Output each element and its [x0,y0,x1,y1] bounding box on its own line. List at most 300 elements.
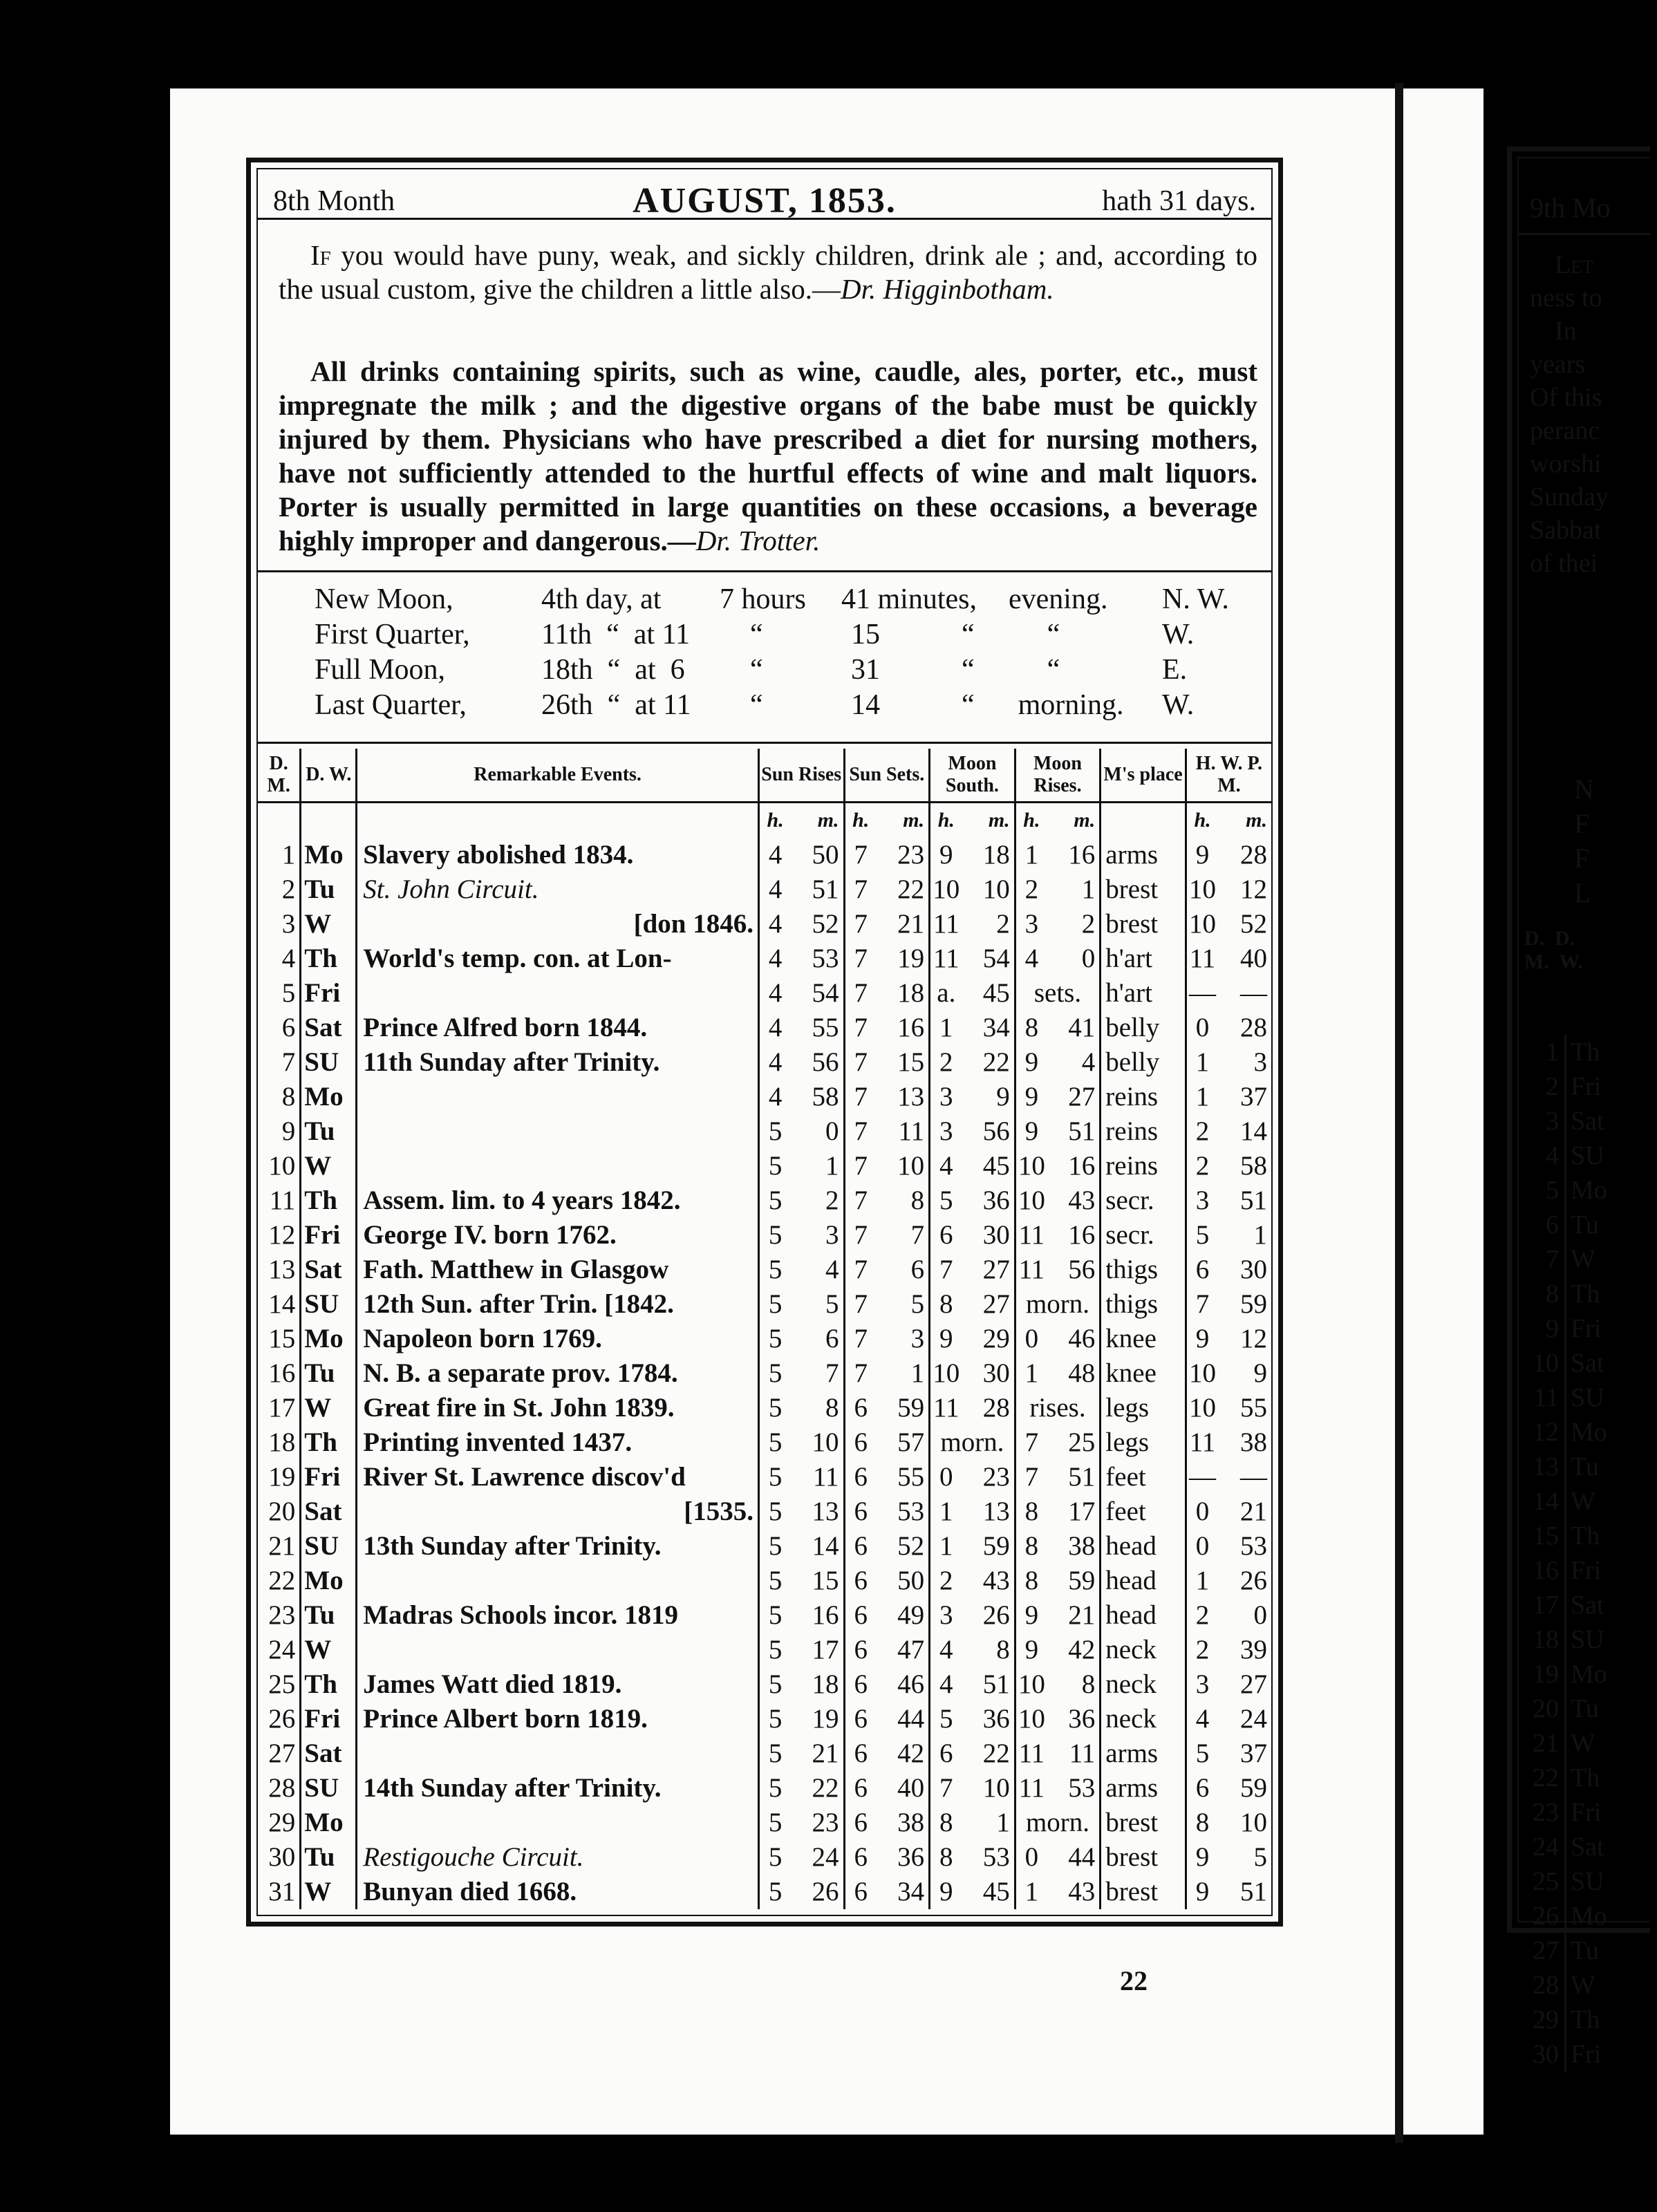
sun-set-h: 7 [844,1149,877,1183]
moon-rise-h: sets. [1015,976,1101,1011]
phase-direction: W. [1162,619,1195,650]
high-water-h: 6 [1186,1771,1218,1806]
next-page-moon-line: F [1574,843,1590,874]
next-page-weekday: W [1564,1242,1595,1277]
high-water-m: 3 [1253,1047,1267,1077]
next-page-weekday: SU [1564,1138,1604,1173]
moon-south-m: 26 [982,1600,1010,1630]
moon-rise-h: 8 [1015,1529,1047,1564]
sun-rise-m: 17 [812,1635,839,1665]
next-page-day-number: 23 [1533,1798,1559,1827]
moon-rise-h: 9 [1015,1633,1047,1667]
moon-south-h: 4 [930,1149,962,1183]
event: 13th Sunday after Trinity. [357,1529,759,1564]
moon-south-m: 54 [982,944,1010,973]
high-water-h: 0 [1186,1011,1218,1045]
moon-south-m: 8 [996,1635,1010,1665]
day-of-week: Mo [301,1322,357,1356]
day-of-month: 1 [281,840,296,870]
sun-rise-m: 22 [812,1773,839,1803]
sun-rise-m: 4 [825,1255,839,1284]
event [357,1564,759,1598]
next-page-weekday: Tu [1564,1450,1599,1484]
moon-place: head [1101,1598,1186,1633]
next-page-row [1519,2003,1657,2037]
table-row [258,1045,1271,1080]
table-row [258,1218,1271,1253]
moon-rise-m: 2 [1081,909,1096,939]
sun-rise-m: 53 [812,944,839,973]
moon-south-h: 9 [930,838,962,872]
moon-rise-h: 3 [1015,907,1047,941]
high-water-m: 10 [1240,1808,1267,1837]
sun-rise-h: 5 [758,1702,791,1736]
moon-place: brest [1101,1840,1186,1875]
table-top-rule [258,742,1271,744]
moon-rise-h: 9 [1015,1598,1047,1633]
table-row [258,1771,1271,1806]
moon-place: reins [1101,1149,1186,1183]
high-water-h: 3 [1186,1183,1218,1218]
table-row [258,1011,1271,1045]
moon-rise-h: 9 [1015,1114,1047,1149]
table-row [258,1529,1271,1564]
sun-set-m: 18 [897,978,925,1008]
next-page-text-line: Let [1555,250,1594,279]
high-water-h: 2 [1186,1114,1218,1149]
moon-rise-m: 36 [1068,1704,1096,1734]
moon-rise-h: 9 [1015,1080,1047,1114]
sun-rise-h: 5 [758,1564,791,1598]
moon-rise-h: rises. [1015,1391,1101,1425]
next-page-weekday: Mo [1564,1899,1607,1933]
day-of-month: 4 [281,944,296,973]
moon-south-h: 4 [930,1633,962,1667]
next-page-day-number: 13 [1533,1452,1559,1481]
day-of-month: 25 [268,1669,296,1699]
high-water-h: 2 [1186,1633,1218,1667]
day-of-week: SU [301,1287,357,1322]
header-day-of-month: D. M. [258,749,301,803]
high-water-m: 28 [1240,840,1267,870]
table-row [258,1494,1271,1529]
sun-set-h: 6 [844,1702,877,1736]
unit-minutes: m. [817,809,839,832]
moon-south-m: 1 [996,1808,1010,1837]
moon-south-h: 2 [930,1564,962,1598]
moon-south-m: 34 [982,1013,1010,1042]
day-of-week: Sat [301,1011,357,1045]
event: Slavery abolished 1834. [357,838,759,872]
moon-south-m: 59 [982,1531,1010,1561]
high-water-h: 0 [1186,1494,1218,1529]
next-page-row [1519,2037,1657,2072]
moon-rise-m: 16 [1068,1151,1096,1181]
almanac-frame [246,158,1283,1927]
next-page-day-number: 16 [1533,1556,1559,1585]
moon-south-m: 28 [982,1393,1010,1423]
sun-set-m: 3 [910,1324,925,1353]
sun-rise-m: 54 [812,978,839,1008]
next-page-row [1519,1553,1657,1588]
event: Assem. lim. to 4 years 1842. [357,1183,759,1218]
sun-set-m: 38 [897,1808,925,1837]
next-page-row [1519,1311,1657,1346]
table-row [258,1736,1271,1771]
day-of-month: 10 [268,1151,296,1181]
high-water-m: 40 [1240,944,1267,973]
moon-south-h: 1 [930,1529,962,1564]
day-of-week: Tu [301,1356,357,1391]
table-row [258,941,1271,976]
table-row [258,1253,1271,1287]
phase-hour: “ [750,619,763,650]
high-water-h: 5 [1186,1736,1218,1771]
month-number: 8th Month [273,185,395,217]
moon-south-m: 9 [996,1082,1010,1112]
phase-minutes: 31 [851,654,880,686]
event: 12th Sun. after Trin. [1842. [357,1287,759,1322]
day-of-month: 21 [268,1531,296,1561]
moon-rise-h: 7 [1015,1460,1047,1494]
next-page-row [1519,1208,1657,1242]
next-page-rule [1519,233,1650,235]
next-page-frame [1507,147,1650,2069]
moon-place: neck [1101,1633,1186,1667]
table-header-row [258,749,1271,803]
sun-rise-m: 50 [812,840,839,870]
sun-rise-m: 55 [812,1013,839,1042]
event: Fath. Matthew in Glasgow [357,1253,759,1287]
sun-set-m: 34 [897,1877,925,1906]
next-page-day-number: 22 [1533,1763,1559,1792]
day-of-week: Th [301,1183,357,1218]
next-page-row [1519,1795,1657,1830]
next-page-weekday: Fri [1564,1311,1601,1346]
next-page-day-number: 5 [1546,1176,1559,1205]
table-row [258,1875,1271,1909]
phase-hour: 7 hours [720,583,806,615]
high-water-h: 10 [1186,1391,1218,1425]
high-water-h: 10 [1186,1356,1218,1391]
table-row [258,1322,1271,1356]
high-water-h: — [1186,1460,1218,1494]
sun-set-m: 52 [897,1531,925,1561]
event: World's temp. con. at Lon- [357,941,759,976]
moon-south-m: 43 [982,1566,1010,1595]
moon-rise-m: 4 [1081,1047,1096,1077]
moon-south-h: 8 [930,1806,962,1840]
next-page-day-number: 8 [1546,1280,1559,1309]
sun-set-h: 7 [844,1356,877,1391]
moon-south-h: 9 [930,1322,962,1356]
moon-place: reins [1101,1080,1186,1114]
sun-rise-m: 15 [812,1566,839,1595]
phase-day: 18th “ at 6 [541,654,685,686]
high-water-h: 9 [1186,1322,1218,1356]
moon-south-h: 3 [930,1080,962,1114]
sun-set-m: 8 [910,1185,925,1215]
moon-south-h: 3 [930,1598,962,1633]
high-water-m: 27 [1240,1669,1267,1699]
day-of-week: Sat [301,1494,357,1529]
unit-minutes: m. [1246,809,1267,832]
high-water-m: 21 [1240,1497,1267,1526]
moon-south-h: 0 [930,1460,962,1494]
sun-rise-h: 5 [758,1460,791,1494]
moon-rise-h: 0 [1015,1840,1047,1875]
next-page-day-number: 25 [1533,1867,1559,1896]
moon-south-m: 2 [996,909,1010,939]
high-water-m: 59 [1240,1773,1267,1803]
unit-minutes: m. [1074,809,1096,832]
next-page-day-number: 15 [1533,1521,1559,1550]
high-water-h: 10 [1186,872,1218,907]
moon-place: arms [1101,838,1186,872]
moon-south-h: 3 [930,1114,962,1149]
page-number: 22 [1120,1965,1148,1996]
moon-rise-m: 51 [1068,1462,1096,1492]
header-moon-south: Moon South. [930,749,1015,803]
day-of-month: 3 [281,909,296,939]
sun-rise-m: 6 [825,1324,839,1353]
sun-set-m: 44 [897,1704,925,1734]
day-of-month: 19 [268,1462,296,1492]
day-of-week: Tu [301,1114,357,1149]
next-page-day-number: 7 [1546,1245,1559,1274]
moon-south-h: 5 [930,1183,962,1218]
moon-place: secr. [1101,1183,1186,1218]
high-water-m: 52 [1240,909,1267,939]
moon-south-h: 1 [930,1011,962,1045]
day-of-month: 27 [268,1738,296,1768]
table-row [258,1460,1271,1494]
calendar-rows [258,838,1271,1909]
day-of-month: 14 [268,1289,296,1319]
sun-rise-m: 11 [812,1462,839,1492]
next-page-text-line: Of this [1530,383,1602,412]
moon-place: brest [1101,1875,1186,1909]
high-water-m: 59 [1240,1289,1267,1319]
sun-set-h: 6 [844,1494,877,1529]
high-water-h: 5 [1186,1218,1218,1253]
next-page-col-labels: D. D. M. W. [1524,927,1584,973]
sun-rise-h: 5 [758,1287,791,1322]
moon-rise-m: 44 [1068,1842,1096,1872]
next-page-weekday: Fri [1564,1069,1601,1104]
next-page-weekday: Tu [1564,1933,1599,1968]
day-of-month: 20 [268,1497,296,1526]
day-of-month: 9 [281,1116,296,1146]
next-page-row [1519,1519,1657,1553]
high-water-h: 1 [1186,1045,1218,1080]
sun-rise-h: 5 [758,1183,791,1218]
sun-rise-h: 5 [758,1391,791,1425]
next-page-day-number: 3 [1546,1107,1559,1136]
sun-set-h: 7 [844,941,877,976]
phase-name: New Moon, [315,583,453,615]
day-of-week: Th [301,1667,357,1702]
quote-paragraph-1 [279,238,1257,306]
sun-set-m: 42 [897,1738,925,1768]
sun-rise-m: 7 [825,1358,839,1388]
day-of-week: Tu [301,1598,357,1633]
sun-rise-h: 4 [758,976,791,1011]
high-water-h: 9 [1186,1875,1218,1909]
next-page-row [1519,1450,1657,1484]
next-page-day-number: 30 [1533,2040,1559,2069]
moon-south-m: 18 [982,840,1010,870]
sun-set-m: 7 [910,1220,925,1250]
sun-set-h: 6 [844,1460,877,1494]
day-of-week: W [301,1875,357,1909]
moon-south-h: 9 [930,1875,962,1909]
next-page-day-number: 20 [1533,1694,1559,1723]
next-page-text-line: Sunday [1530,482,1609,512]
event [357,1149,759,1183]
event: Printing invented 1437. [357,1425,759,1460]
unit-hours: h. [758,803,791,838]
sun-set-h: 7 [844,907,877,941]
next-page-day-number: 28 [1533,1971,1559,2000]
phase-day: 26th “ at 11 [541,689,691,721]
days-count: hath 31 days. [1102,185,1256,217]
day-of-month: 13 [268,1255,296,1284]
moon-south-h: 11 [930,941,962,976]
moon-south-h: morn. [930,1425,1015,1460]
sun-rise-m: 58 [812,1082,839,1112]
moon-place: feet [1101,1494,1186,1529]
next-page-row [1519,1277,1657,1311]
next-page-row [1519,1415,1657,1450]
sun-set-m: 57 [897,1427,925,1457]
next-page-row [1519,1484,1657,1519]
sun-set-h: 6 [844,1736,877,1771]
next-page-inner [1517,157,1650,2069]
event: Bunyan died 1668. [357,1875,759,1909]
header-sun-rises: Sun Rises [758,749,844,803]
next-page-weekday: Sat [1564,1830,1604,1864]
moon-rise-m: 11 [1069,1738,1096,1768]
day-of-week: Th [301,941,357,976]
moon-place: knee [1101,1356,1186,1391]
event [357,1633,759,1667]
day-of-month: 5 [281,978,296,1008]
moon-south-h: 10 [930,1356,962,1391]
table-row [258,1667,1271,1702]
next-page-text-line: of thei [1530,549,1598,578]
day-of-week: SU [301,1771,357,1806]
unit-hours: h. [844,803,877,838]
sun-rise-h: 5 [758,1218,791,1253]
moon-rise-m: 8 [1081,1669,1096,1699]
sun-set-h: 7 [844,1183,877,1218]
moon-rise-m: 0 [1081,944,1096,973]
moon-south-h: 7 [930,1771,962,1806]
next-page-weekday: Mo [1564,1415,1607,1450]
header-sun-sets: Sun Sets. [844,749,930,803]
high-water-m: 26 [1240,1566,1267,1595]
sun-set-h: 7 [844,976,877,1011]
book-gutter [1395,83,1403,2143]
moon-rise-m: 16 [1068,1220,1096,1250]
high-water-m: 55 [1240,1393,1267,1423]
moon-place: knee [1101,1322,1186,1356]
moon-rise-h: 11 [1015,1771,1047,1806]
event [357,1080,759,1114]
day-of-week: W [301,1149,357,1183]
next-page-day-number: 9 [1546,1314,1559,1343]
next-page-text-line: years [1530,350,1586,379]
day-of-month: 30 [268,1842,296,1872]
high-water-m: 24 [1240,1704,1267,1734]
moon-rise-h: 9 [1015,1045,1047,1080]
moon-south-m: 45 [982,1151,1010,1181]
event: 11th Sunday after Trinity. [357,1045,759,1080]
next-page-weekday: Th [1564,1035,1600,1069]
high-water-m: 37 [1240,1082,1267,1112]
sun-set-h: 6 [844,1564,877,1598]
moon-south-m: 23 [982,1462,1010,1492]
next-page-day-number: 24 [1533,1833,1559,1862]
moon-rise-m: 1 [1081,874,1096,904]
moon-rise-m: 38 [1068,1531,1096,1561]
moon-rise-m: 43 [1068,1185,1096,1215]
moon-place: belly [1101,1011,1186,1045]
phase-minutes: 41 minutes, [841,583,977,615]
day-of-month: 2 [281,874,296,904]
phase-direction: W. [1162,689,1195,721]
phase-hour: “ [750,654,763,686]
day-of-month: 7 [281,1047,296,1077]
table-row [258,1183,1271,1218]
high-water-m: 14 [1240,1116,1267,1146]
table-row [258,1806,1271,1840]
day-of-month: 29 [268,1808,296,1837]
event [357,1736,759,1771]
sun-rise-m: 18 [812,1669,839,1699]
sun-rise-h: 5 [758,1598,791,1633]
table-row [258,1840,1271,1875]
sun-set-h: 6 [844,1633,877,1667]
quote-author: Dr. Higginbotham. [840,273,1054,305]
table-row [258,1149,1271,1183]
moon-rise-h: 7 [1015,1425,1047,1460]
next-page-day-number: 19 [1533,1660,1559,1689]
sun-set-m: 15 [897,1047,925,1077]
unit-hours: h. [1015,803,1047,838]
next-page-row [1519,1173,1657,1208]
phase-period: “ “ [962,654,1060,686]
table-row [258,1564,1271,1598]
moon-place: arms [1101,1736,1186,1771]
moon-rise-h: morn. [1015,1806,1101,1840]
sun-set-m: 50 [897,1566,925,1595]
high-water-m: 12 [1240,1324,1267,1353]
next-page-row [1519,1242,1657,1277]
next-page-weekday: Fri [1564,2037,1601,2072]
next-page-row [1519,1864,1657,1899]
moon-rise-m: 59 [1068,1566,1096,1595]
high-water-m: — [1240,1462,1267,1492]
next-page-row [1519,1069,1657,1104]
next-page-column-header [1524,927,1583,974]
day-of-month: 17 [268,1393,296,1423]
moon-south-h: 5 [930,1702,962,1736]
phase-day: 11th “ at 11 [541,619,691,650]
unit-hours: h. [1186,803,1218,838]
moon-south-m: 51 [982,1669,1010,1699]
